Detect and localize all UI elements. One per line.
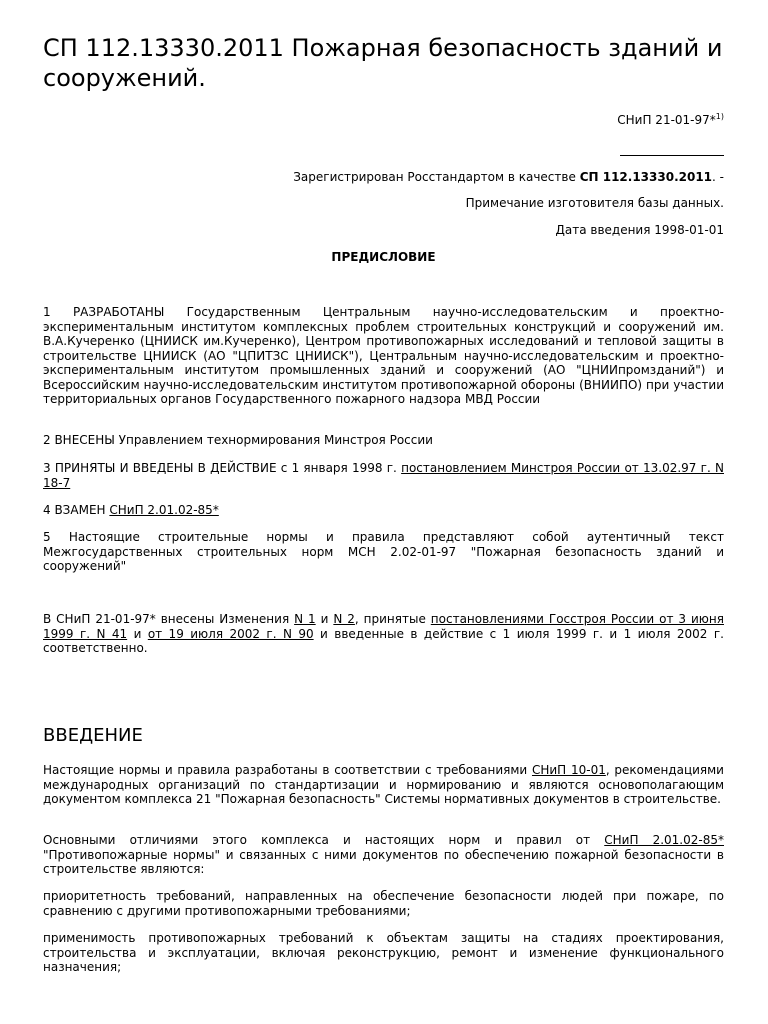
gosstroy-decree-2002-link[interactable]: от 19 июля 2002 г. N 90: [147, 626, 314, 641]
amendments-text-d: и: [133, 626, 142, 641]
snip-code-text: СНиП 21-01-97*: [617, 113, 716, 127]
amendments-text-a: В СНиП 21-01-97* внесены Изменения: [43, 612, 290, 626]
paragraph-replaces: [43, 503, 724, 518]
paragraph-introduced: 2 ВНЕСЕНЫ Управлением технормирования Минстроя России: [43, 433, 433, 447]
snip-10-01-link[interactable]: СНиП 10-01: [531, 763, 606, 777]
registered-prefix: Зарегистрирован Росстандартом в качестве: [293, 170, 576, 184]
ministry-decree-link[interactable]: постановлением Минстроя России от 13.02.97 г. N 18-7: [43, 461, 724, 490]
differences-text-a: Основными отличиями этого комплекса и настоящих норм и правил от: [43, 833, 591, 847]
intro-text-b: , рекомендациями международных организаций по стандартизации и нормированию и являются основополагающим документом комплекса 21 "Пожарная безопасность" Системы нормативных документов в строительстве.: [43, 763, 724, 806]
snip-2-01-02-85-link[interactable]: СНиП 2.01.02-85*: [109, 503, 219, 517]
paragraph-intro-requirements: [43, 763, 724, 807]
amendments-text-c: , принятые: [354, 612, 426, 626]
amendments-text-b: и: [320, 612, 329, 626]
adopted-text: 3 ПРИНЯТЫ И ВВЕДЕНЫ В ДЕЙСТВИЕ с 1 января 1998 г.: [43, 461, 397, 475]
snip-footnote-mark[interactable]: 1): [715, 112, 724, 121]
amendments-text-e: и введенные в действие с 1 июля 1999 г. и 1 июля 2002 г. соответственно.: [43, 626, 724, 655]
paragraph-main-differences: [43, 833, 724, 877]
amendment-2-link[interactable]: N 2: [333, 612, 355, 626]
amendment-1-link[interactable]: N 1: [294, 612, 316, 626]
gosstroy-decree-1999-link[interactable]: постановлениями Госстроя России от 3 июня 1999 г. N 41: [43, 612, 724, 641]
registered-line: [293, 170, 724, 185]
paragraph-developed: 1 РАЗРАБОТАНЫ Государственным Центральным научно-исследовательским и проектно-экспериментальным институтом комплексных проблем строительных конструкций и сооружений им. В.А.Кучеренко (ЦНИИСК им.Кучеренко), Центром противопожарных исследований и тепловой защиты в строительстве ЦНИИСК (АО "ЦПИТЗС ЦНИИСК"), Центральным научно-исследовательским и проектно-экспериментальным институтом промышленных зданий и сооружений (АО "ЦНИИпромзданий") и Всероссийским научно-исследовательским институтом противопожарной обороны (ВНИИПО) при участии территориальных органов Государственного пожарного надзора МВД России: [43, 305, 724, 406]
snip-code: [617, 113, 724, 128]
paragraph-priority: приоритетность требований, направленных на обеспечение безопасности людей при пожаре, по сравнению с другими противопожарными требованиями;: [43, 889, 724, 918]
separator-line: [620, 155, 724, 156]
replaces-text: 4 ВЗАМЕН: [43, 503, 106, 517]
foreword-heading: ПРЕДИСЛОВИЕ: [331, 250, 436, 264]
snip-2-01-02-85-link-2[interactable]: СНиП 2.01.02-85*: [604, 833, 724, 847]
intro-heading: ВВЕДЕНИЕ: [43, 725, 143, 746]
page-title: СП 112.13330.2011 Пожарная безопасность зданий и сооружений.: [43, 34, 723, 92]
paragraph-amendments: [43, 612, 724, 656]
differences-text-b: "Противопожарные нормы" и связанных с ними документов по обеспечению пожарной безопасности в строительстве являются:: [43, 847, 724, 876]
date-intro: Дата введения 1998-01-01: [555, 223, 724, 237]
paragraph-adopted: [43, 461, 724, 490]
db-note: Примечание изготовителя базы данных.: [465, 196, 724, 210]
paragraph-applicability: применимость противопожарных требований к объектам защиты на стадиях проектирования, строительства и эксплуатации, включая реконструкцию, ремонт и изменение функционального назначения;: [43, 931, 724, 974]
paragraph-authentic-text: 5 Настоящие строительные нормы и правила представляют собой аутентичный текст Межгосударственных строительных норм МСН 2.02-01-97 "Пожарная безопасность зданий и сооружений": [43, 530, 724, 573]
registered-code: СП 112.13330.2011: [579, 170, 713, 184]
intro-text-a: Настоящие нормы и правила разработаны в соответствии с требованиями: [43, 763, 528, 777]
registered-suffix: . -: [712, 170, 724, 184]
